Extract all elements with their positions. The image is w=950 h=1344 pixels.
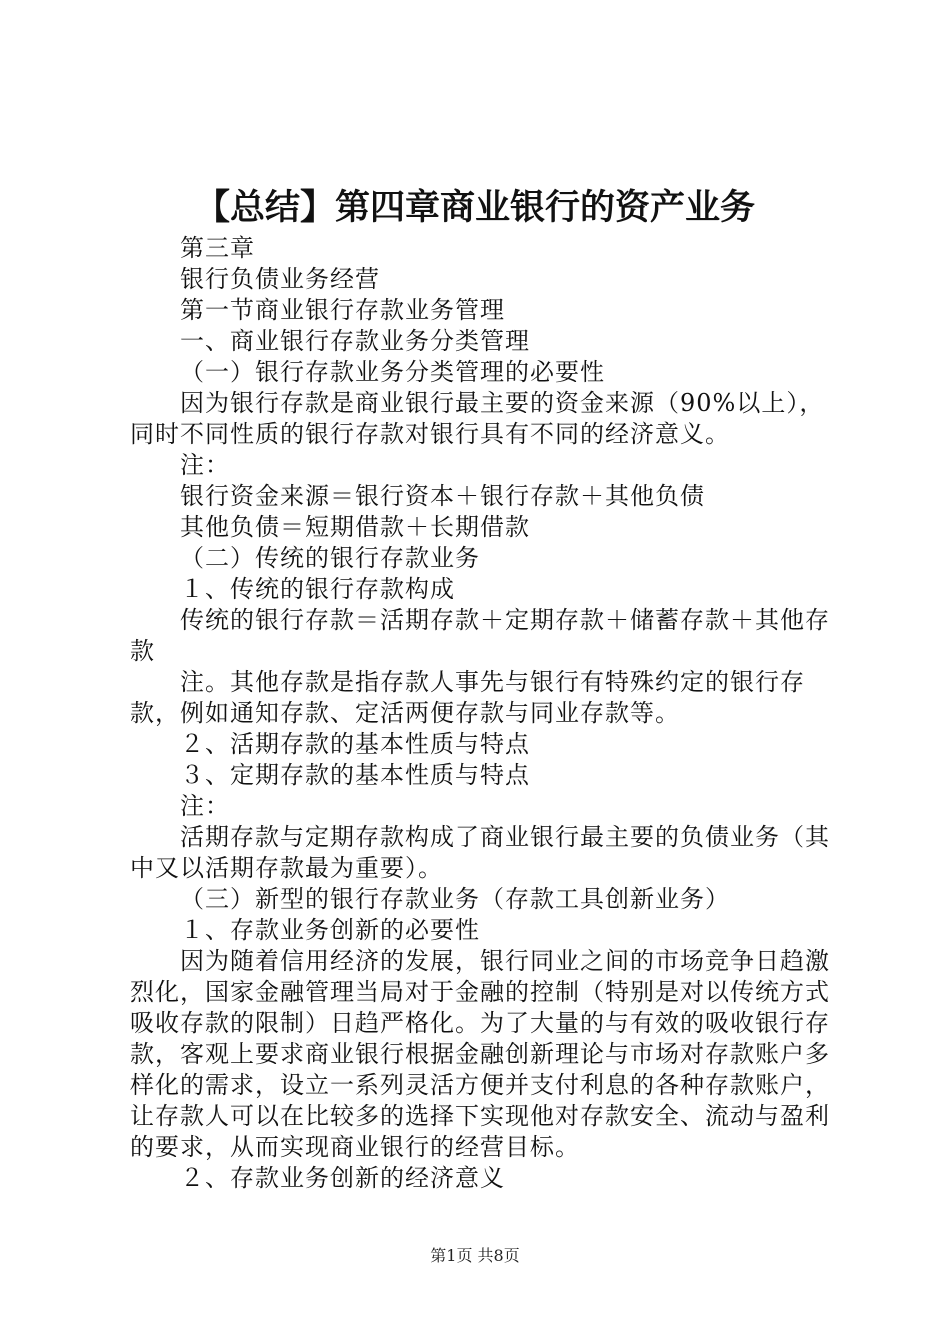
page-footer: 第1页 共8页 bbox=[430, 1246, 520, 1265]
point-heading: １、传统的银行存款构成 bbox=[180, 575, 455, 603]
note-label: 注： bbox=[180, 451, 230, 479]
formula-line: 银行资金来源＝银行资本＋银行存款＋其他负债 bbox=[180, 482, 705, 510]
point-heading: １、存款业务创新的必要性 bbox=[180, 916, 480, 944]
note-label: 注： bbox=[180, 792, 230, 820]
chapter-heading: 第三章 bbox=[180, 234, 255, 262]
chapter-subtitle: 银行负债业务经营 bbox=[180, 265, 380, 293]
body-paragraph: 因为银行存款是商业银行最主要的资金来源（90%以上），同时不同性质的银行存款对银行具有不同的经济意义。 bbox=[130, 389, 825, 448]
body-paragraph: 注。其他存款是指存款人事先与银行有特殊约定的银行存款，例如通知存款、定活两便存款与同业存款等。 bbox=[130, 668, 805, 727]
document-title: 【总结】第四章商业银行的资产业务 bbox=[194, 188, 755, 228]
body-paragraph: 活期存款与定期存款构成了商业银行最主要的负债业务（其中又以活期存款最为重要）。 bbox=[130, 823, 830, 882]
point-heading: ２、活期存款的基本性质与特点 bbox=[180, 730, 530, 758]
formula-line: 传统的银行存款＝活期存款＋定期存款＋储蓄存款＋其他存款 bbox=[130, 606, 830, 665]
subsection-heading: 一、商业银行存款业务分类管理 bbox=[180, 327, 530, 355]
formula-line: 其他负债＝短期借款＋长期借款 bbox=[180, 513, 530, 541]
item-heading: （二）传统的银行存款业务 bbox=[180, 544, 480, 572]
body-paragraph: 因为随着信用经济的发展，银行同业之间的市场竞争日趋激烈化，国家金融管理当局对于金融的控制（特别是对以传统方式吸收存款的限制）日趋严格化。为了大量的与有效的吸收银行存款，客观上要求商业银行根据金融创新理论与市场对存款账户多样化的需求，设立一系列灵活方便并支付利息的各种存款账户，让存款人可以在比较多的选择下实现他对存款安全、流动与盈利的要求，从而实现商业银行的经营目标。 bbox=[130, 947, 830, 1161]
point-heading: ２、存款业务创新的经济意义 bbox=[180, 1164, 505, 1192]
item-heading: （一）银行存款业务分类管理的必要性 bbox=[180, 358, 605, 386]
item-heading: （三）新型的银行存款业务（存款工具创新业务） bbox=[180, 885, 730, 913]
section-heading: 第一节商业银行存款业务管理 bbox=[180, 296, 505, 324]
point-heading: ３、定期存款的基本性质与特点 bbox=[180, 761, 530, 789]
document-body bbox=[130, 233, 833, 1194]
